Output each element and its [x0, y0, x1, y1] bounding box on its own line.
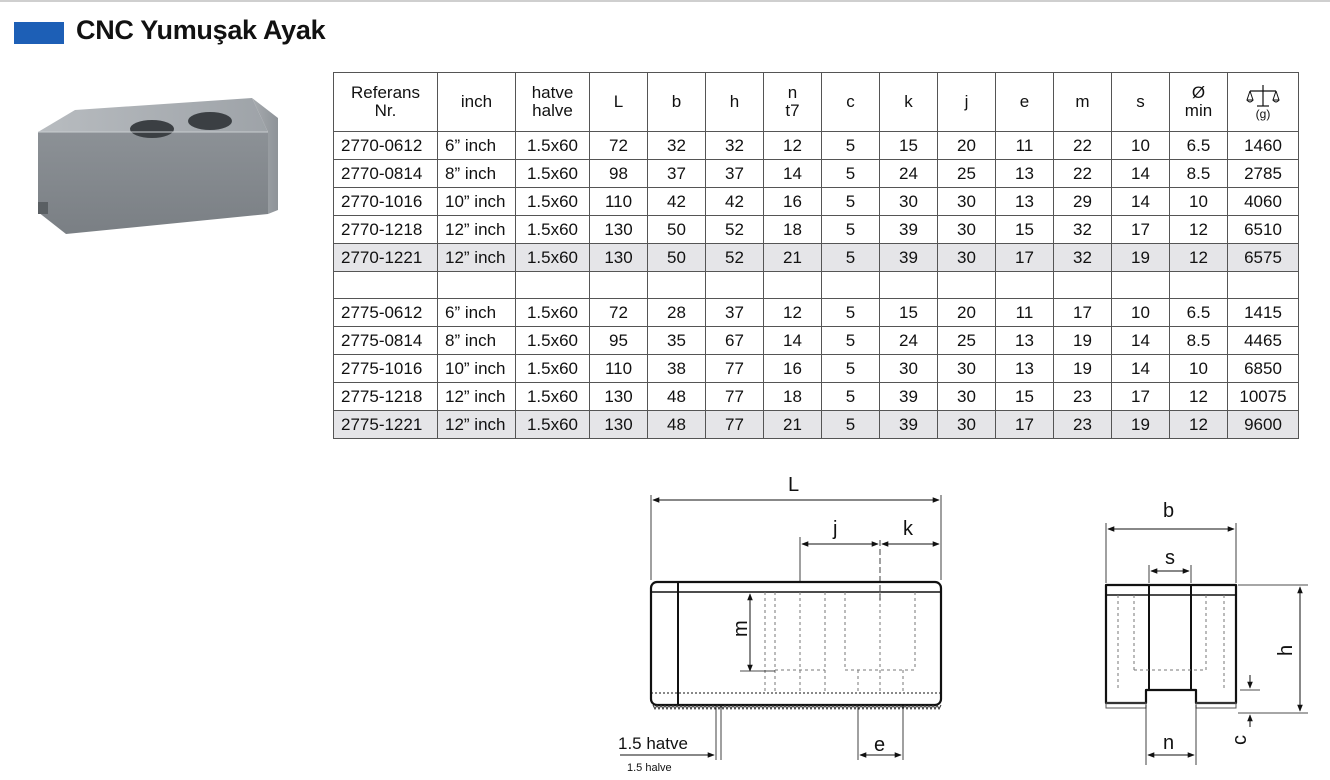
table-cell: 77 — [706, 383, 764, 411]
table-cell: 42 — [648, 188, 706, 216]
table-cell: 30 — [938, 411, 996, 439]
table-cell: 30 — [880, 355, 938, 383]
table-cell: 10 — [1112, 299, 1170, 327]
table-cell: 6.5 — [1170, 132, 1228, 160]
table-cell: 1.5x60 — [516, 216, 590, 244]
table-cell: 8.5 — [1170, 160, 1228, 188]
table-row — [334, 411, 1299, 439]
side-view — [618, 474, 941, 774]
cell-ref: 2770-0814 — [334, 160, 438, 188]
table-cell: 5 — [822, 188, 880, 216]
page-title: CNC Yumuşak Ayak — [76, 15, 326, 45]
empty-cell — [706, 272, 764, 299]
table-cell: 20 — [938, 132, 996, 160]
table-cell: 12” inch — [438, 383, 516, 411]
empty-cell — [1228, 272, 1299, 299]
table-cell: 10 — [1170, 188, 1228, 216]
table-cell: 5 — [822, 299, 880, 327]
empty-cell — [590, 272, 648, 299]
table-cell: 17 — [1054, 299, 1112, 327]
table-cell: 130 — [590, 411, 648, 439]
title-accent-block — [14, 22, 64, 44]
table-cell: 72 — [590, 299, 648, 327]
empty-cell — [648, 272, 706, 299]
table-row — [334, 244, 1299, 272]
table-cell: 1460 — [1228, 132, 1299, 160]
table-row — [334, 160, 1299, 188]
table-cell: 16 — [764, 188, 822, 216]
table-cell: 48 — [648, 411, 706, 439]
header-inch: inch — [438, 73, 516, 132]
table-cell: 1.5x60 — [516, 132, 590, 160]
table-cell: 14 — [764, 160, 822, 188]
table-cell: 10” inch — [438, 188, 516, 216]
dim-n-label: n — [1163, 732, 1175, 754]
table-row — [334, 383, 1299, 411]
table-cell: 67 — [706, 327, 764, 355]
table-cell: 5 — [822, 327, 880, 355]
empty-cell — [516, 272, 590, 299]
header-n: n t7 — [764, 73, 822, 132]
header-j: j — [938, 73, 996, 132]
dim-b-label: b — [1163, 500, 1175, 522]
table-cell: 18 — [764, 383, 822, 411]
header-s: s — [1112, 73, 1170, 132]
header-weight — [1228, 73, 1299, 132]
table-cell: 12” inch — [438, 244, 516, 272]
table-cell: 39 — [880, 216, 938, 244]
table-cell: 15 — [996, 216, 1054, 244]
table-header-row — [334, 73, 1299, 132]
table-cell: 4465 — [1228, 327, 1299, 355]
table-cell: 130 — [590, 216, 648, 244]
table-cell: 52 — [706, 244, 764, 272]
empty-cell — [1170, 272, 1228, 299]
cell-ref: 2770-1218 — [334, 216, 438, 244]
header-h: h — [706, 73, 764, 132]
scale-icon — [1246, 84, 1280, 108]
table-cell: 1.5x60 — [516, 188, 590, 216]
empty-cell — [996, 272, 1054, 299]
table-cell: 12 — [764, 299, 822, 327]
table-cell: 6510 — [1228, 216, 1299, 244]
spec-table — [333, 72, 1299, 439]
table-cell: 37 — [648, 160, 706, 188]
table-cell: 17 — [1112, 383, 1170, 411]
table-cell: 37 — [706, 299, 764, 327]
table-cell: 5 — [822, 132, 880, 160]
empty-cell — [1054, 272, 1112, 299]
dim-c-label: c — [1229, 735, 1251, 745]
table-cell: 13 — [996, 188, 1054, 216]
table-cell: 14 — [1112, 188, 1170, 216]
table-cell: 12 — [1170, 411, 1228, 439]
table-cell: 14 — [1112, 327, 1170, 355]
table-cell: 10” inch — [438, 355, 516, 383]
table-cell: 30 — [938, 383, 996, 411]
dim-s-label: s — [1165, 547, 1175, 569]
table-cell: 12” inch — [438, 411, 516, 439]
table-cell: 30 — [880, 188, 938, 216]
table-cell: 130 — [590, 244, 648, 272]
table-cell: 30 — [938, 216, 996, 244]
table-cell: 25 — [938, 160, 996, 188]
table-cell: 48 — [648, 383, 706, 411]
pitch-label-2: 1.5 halve — [627, 762, 672, 774]
table-cell: 52 — [706, 216, 764, 244]
cell-ref: 2775-0612 — [334, 299, 438, 327]
table-cell: 32 — [648, 132, 706, 160]
table-cell: 8.5 — [1170, 327, 1228, 355]
table-cell: 14 — [764, 327, 822, 355]
dim-k-label: k — [903, 518, 913, 540]
table-cell: 17 — [996, 244, 1054, 272]
table-cell: 16 — [764, 355, 822, 383]
table-cell: 15 — [996, 383, 1054, 411]
table-cell: 42 — [706, 188, 764, 216]
table-cell: 39 — [880, 383, 938, 411]
table-cell: 8” inch — [438, 160, 516, 188]
table-cell: 77 — [706, 355, 764, 383]
table-cell: 28 — [648, 299, 706, 327]
empty-cell — [880, 272, 938, 299]
table-cell: 39 — [880, 411, 938, 439]
product-photo — [30, 92, 300, 242]
table-cell: 30 — [938, 355, 996, 383]
dim-L-label: L — [788, 474, 800, 496]
table-cell: 19 — [1112, 411, 1170, 439]
table-cell: 13 — [996, 160, 1054, 188]
table-cell: 25 — [938, 327, 996, 355]
dim-m-label: m — [730, 620, 752, 637]
table-cell: 37 — [706, 160, 764, 188]
spacer-row — [334, 272, 1299, 299]
dim-h-label: h — [1275, 644, 1297, 656]
table-cell: 95 — [590, 327, 648, 355]
table-cell: 1415 — [1228, 299, 1299, 327]
table-cell: 17 — [996, 411, 1054, 439]
empty-cell — [334, 272, 438, 299]
empty-cell — [764, 272, 822, 299]
table-cell: 14 — [1112, 160, 1170, 188]
table-cell: 5 — [822, 355, 880, 383]
table-cell: 1.5x60 — [516, 383, 590, 411]
table-cell: 24 — [880, 327, 938, 355]
table-cell: 21 — [764, 244, 822, 272]
table-cell: 12 — [1170, 244, 1228, 272]
table-cell: 14 — [1112, 355, 1170, 383]
table-cell: 72 — [590, 132, 648, 160]
table-cell: 1.5x60 — [516, 160, 590, 188]
table-cell: 15 — [880, 299, 938, 327]
table-cell: 5 — [822, 244, 880, 272]
header-diameter: Ø min — [1170, 73, 1228, 132]
table-row — [334, 216, 1299, 244]
header-pitch: hatve halve — [516, 73, 590, 132]
pitch-label-1: 1.5 hatve — [618, 734, 688, 753]
header-ref: Referans Nr. — [334, 73, 438, 132]
header-L: L — [590, 73, 648, 132]
cell-ref: 2770-1221 — [334, 244, 438, 272]
table-cell: 6575 — [1228, 244, 1299, 272]
table-cell: 1.5x60 — [516, 327, 590, 355]
top-divider — [0, 0, 1330, 2]
table-cell: 12” inch — [438, 216, 516, 244]
table-cell: 12 — [1170, 383, 1228, 411]
table-cell: 11 — [996, 132, 1054, 160]
table-cell: 12 — [1170, 216, 1228, 244]
table-cell: 32 — [1054, 216, 1112, 244]
table-cell: 11 — [996, 299, 1054, 327]
table-cell: 10 — [1112, 132, 1170, 160]
table-cell: 5 — [822, 216, 880, 244]
table-cell: 30 — [938, 188, 996, 216]
table-cell: 130 — [590, 383, 648, 411]
empty-cell — [1112, 272, 1170, 299]
table-cell: 30 — [938, 244, 996, 272]
table-cell: 50 — [648, 244, 706, 272]
table-cell: 21 — [764, 411, 822, 439]
table-cell: 19 — [1054, 355, 1112, 383]
table-cell: 29 — [1054, 188, 1112, 216]
technical-drawing — [600, 465, 1320, 780]
table-cell: 1.5x60 — [516, 299, 590, 327]
empty-cell — [938, 272, 996, 299]
end-view — [1106, 500, 1308, 765]
cell-ref: 2770-1016 — [334, 188, 438, 216]
table-row — [334, 299, 1299, 327]
table-cell: 1.5x60 — [516, 244, 590, 272]
table-cell: 20 — [938, 299, 996, 327]
table-cell: 15 — [880, 132, 938, 160]
table-cell: 35 — [648, 327, 706, 355]
table-cell: 17 — [1112, 216, 1170, 244]
table-cell: 98 — [590, 160, 648, 188]
weight-unit: (g) — [1255, 106, 1271, 121]
table-cell: 19 — [1112, 244, 1170, 272]
table-cell: 10075 — [1228, 383, 1299, 411]
table-cell: 6” inch — [438, 132, 516, 160]
table-cell: 8” inch — [438, 327, 516, 355]
table-cell: 13 — [996, 327, 1054, 355]
table-cell: 5 — [822, 160, 880, 188]
table-cell: 18 — [764, 216, 822, 244]
empty-cell — [822, 272, 880, 299]
header-k: k — [880, 73, 938, 132]
dim-j-label: j — [833, 518, 838, 540]
cell-ref: 2775-1221 — [334, 411, 438, 439]
table-cell: 5 — [822, 411, 880, 439]
table-cell: 1.5x60 — [516, 411, 590, 439]
table-cell: 110 — [590, 355, 648, 383]
table-cell: 22 — [1054, 132, 1112, 160]
header-c: c — [822, 73, 880, 132]
table-cell: 23 — [1054, 383, 1112, 411]
table-cell: 24 — [880, 160, 938, 188]
table-row — [334, 327, 1299, 355]
empty-cell — [438, 272, 516, 299]
table-cell: 10 — [1170, 355, 1228, 383]
table-cell: 39 — [880, 244, 938, 272]
table-cell: 4060 — [1228, 188, 1299, 216]
table-cell: 5 — [822, 383, 880, 411]
cell-ref: 2775-0814 — [334, 327, 438, 355]
header-b: b — [648, 73, 706, 132]
header-e: e — [996, 73, 1054, 132]
table-cell: 2785 — [1228, 160, 1299, 188]
table-row — [334, 355, 1299, 383]
cell-ref: 2770-0612 — [334, 132, 438, 160]
table-row — [334, 188, 1299, 216]
table-cell: 38 — [648, 355, 706, 383]
table-cell: 32 — [706, 132, 764, 160]
table-cell: 9600 — [1228, 411, 1299, 439]
table-cell: 6850 — [1228, 355, 1299, 383]
table-cell: 6” inch — [438, 299, 516, 327]
table-cell: 13 — [996, 355, 1054, 383]
table-cell: 12 — [764, 132, 822, 160]
table-row — [334, 132, 1299, 160]
table-cell: 19 — [1054, 327, 1112, 355]
table-cell: 22 — [1054, 160, 1112, 188]
table-cell: 77 — [706, 411, 764, 439]
cell-ref: 2775-1016 — [334, 355, 438, 383]
table-cell: 6.5 — [1170, 299, 1228, 327]
table-cell: 110 — [590, 188, 648, 216]
table-cell: 1.5x60 — [516, 355, 590, 383]
table-cell: 23 — [1054, 411, 1112, 439]
dim-e-label: e — [874, 734, 886, 756]
table-cell: 50 — [648, 216, 706, 244]
cell-ref: 2775-1218 — [334, 383, 438, 411]
header-m: m — [1054, 73, 1112, 132]
table-cell: 32 — [1054, 244, 1112, 272]
